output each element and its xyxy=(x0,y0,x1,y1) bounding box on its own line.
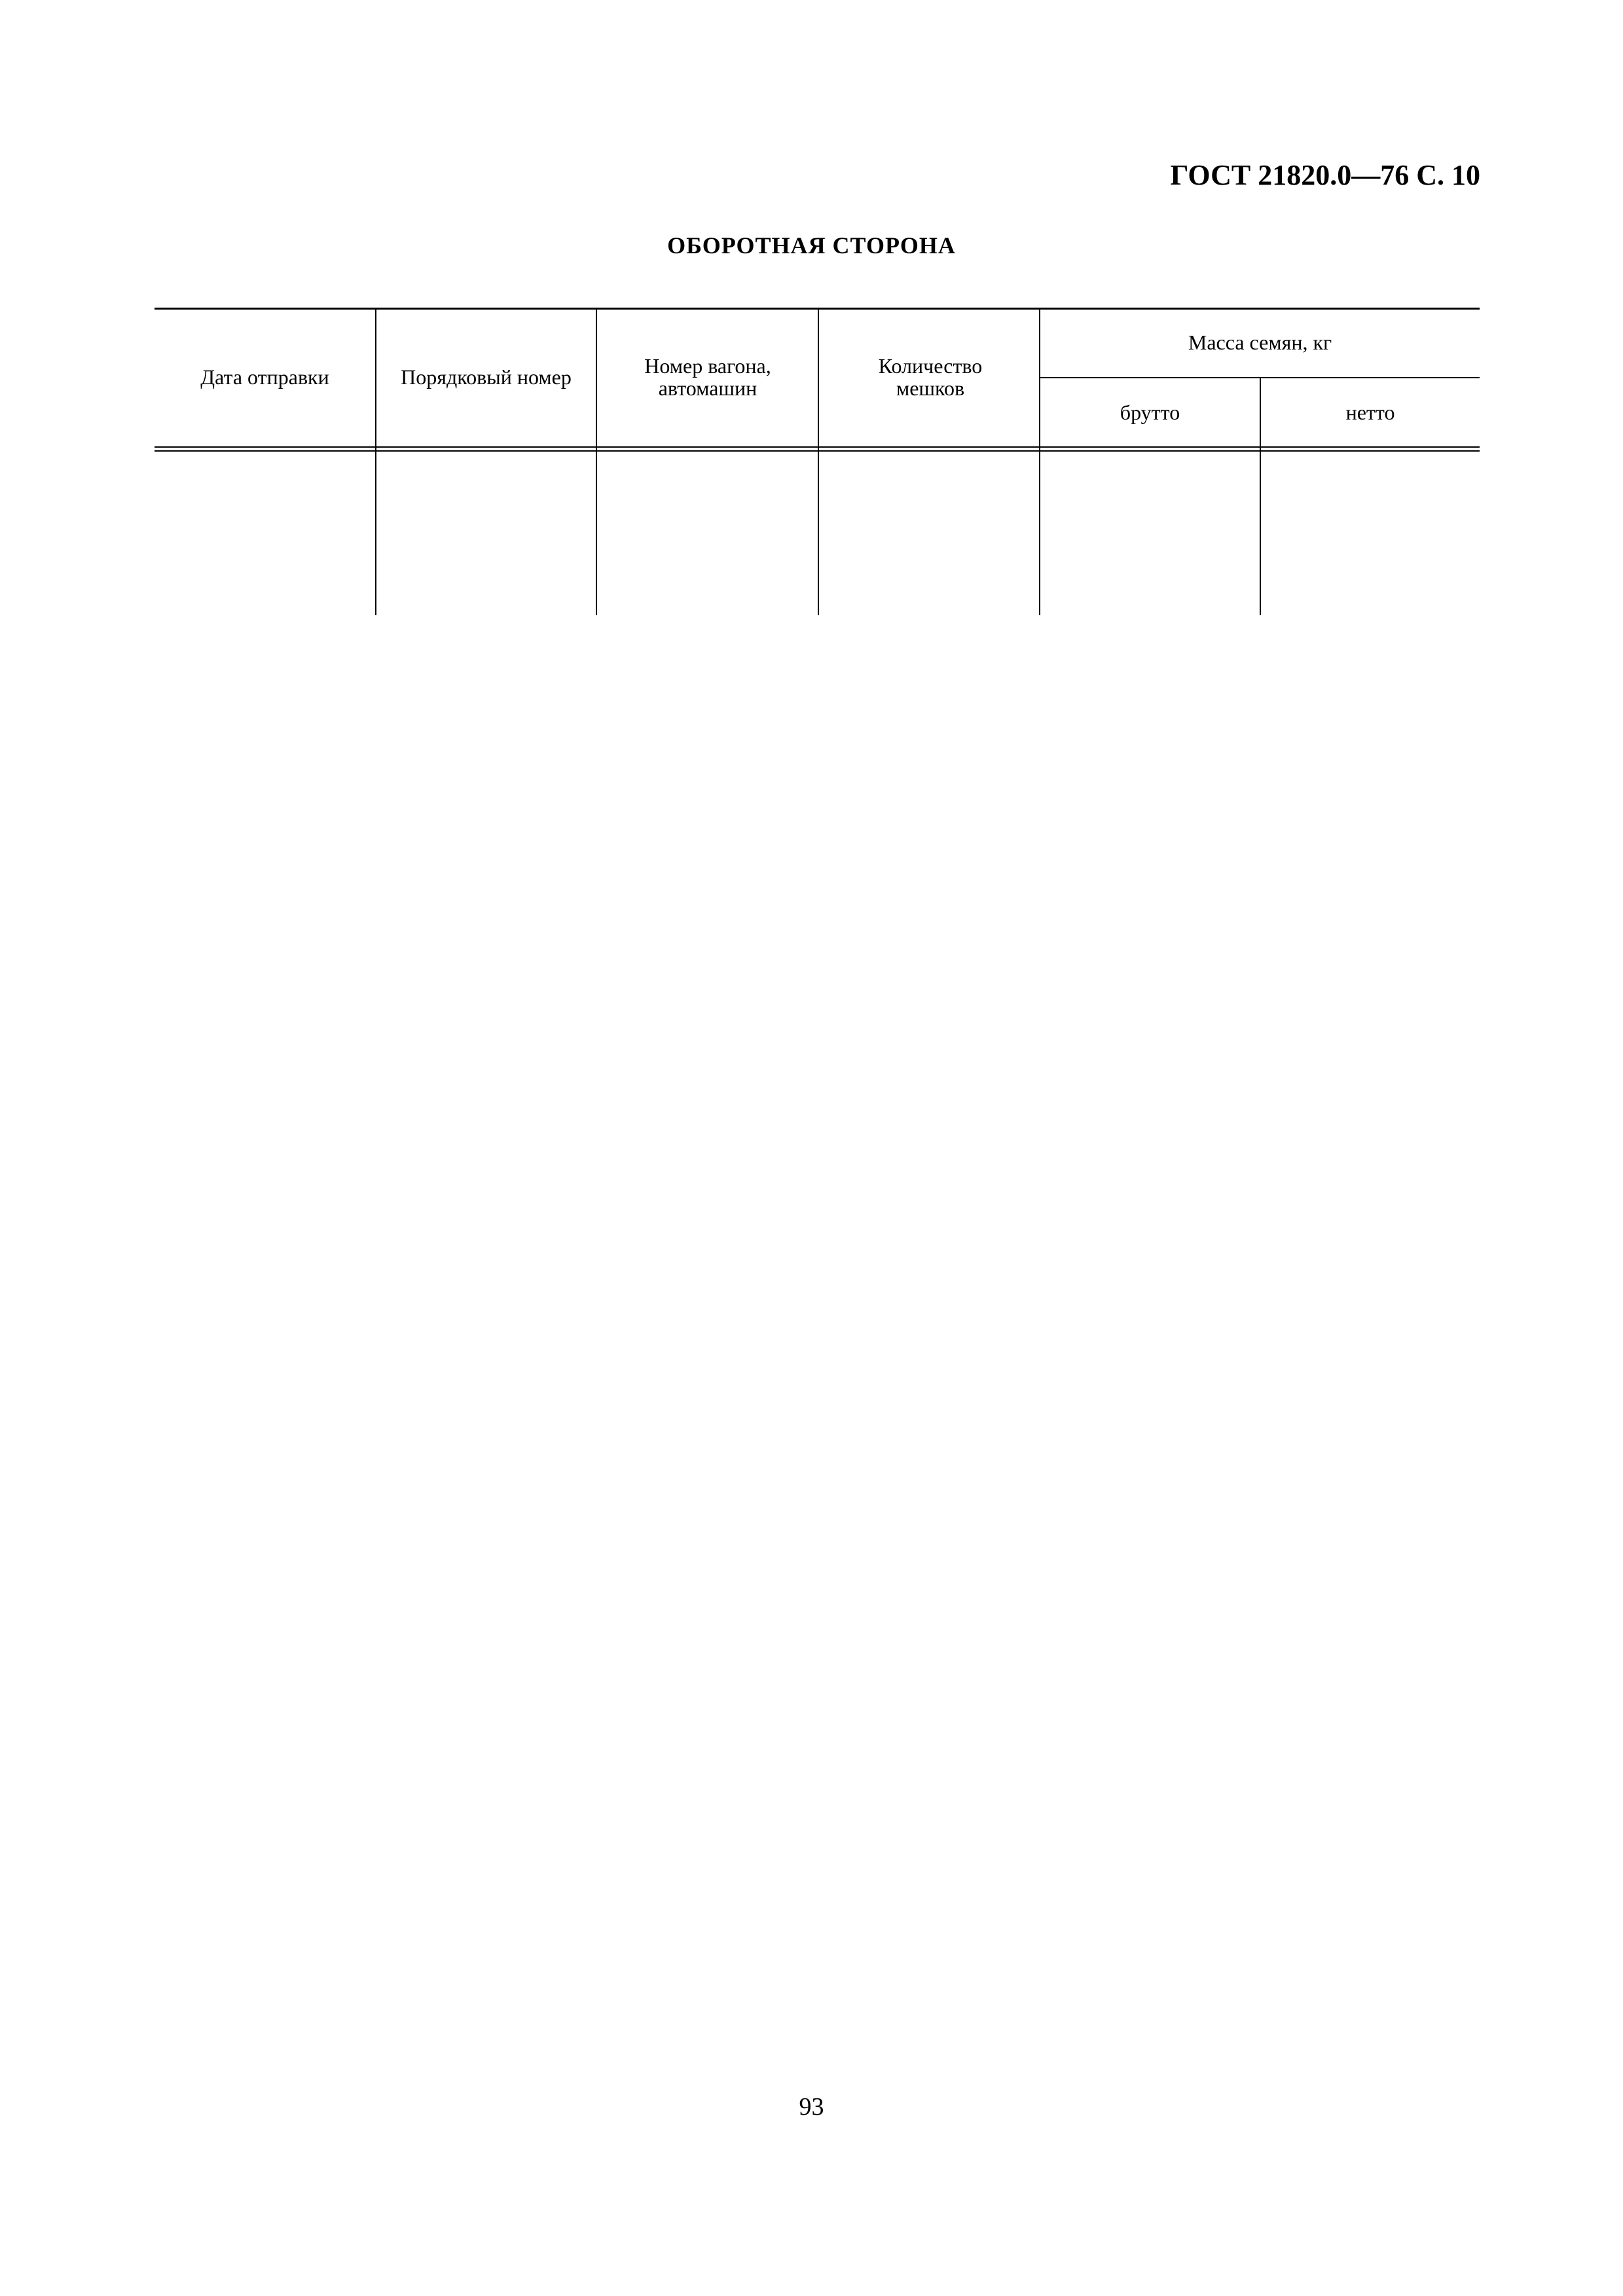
section-title: ОБОРОТНАЯ СТОРОНА xyxy=(667,232,956,259)
page-number: 93 xyxy=(799,2093,824,2121)
header-bottom-border xyxy=(155,446,1480,448)
column-header-bags: Количество мешков xyxy=(878,354,983,400)
column-header-date: Дата отправки xyxy=(200,365,329,389)
column-header-mass: Масса семян, кг xyxy=(1188,331,1332,354)
column-divider-2 xyxy=(596,308,597,615)
column-header-serial: Порядковый номер xyxy=(401,365,572,389)
column-header-net: нетто xyxy=(1345,401,1395,424)
header-bottom-border-second xyxy=(155,450,1480,452)
column-header-vehicle: Номер вагона, автомашин xyxy=(644,354,771,400)
shipment-table xyxy=(155,308,1480,615)
document-reference: ГОСТ 21820.0—76 С. 10 xyxy=(1170,159,1480,191)
column-divider-3 xyxy=(818,308,819,615)
column-header-gross: брутто xyxy=(1120,401,1180,424)
